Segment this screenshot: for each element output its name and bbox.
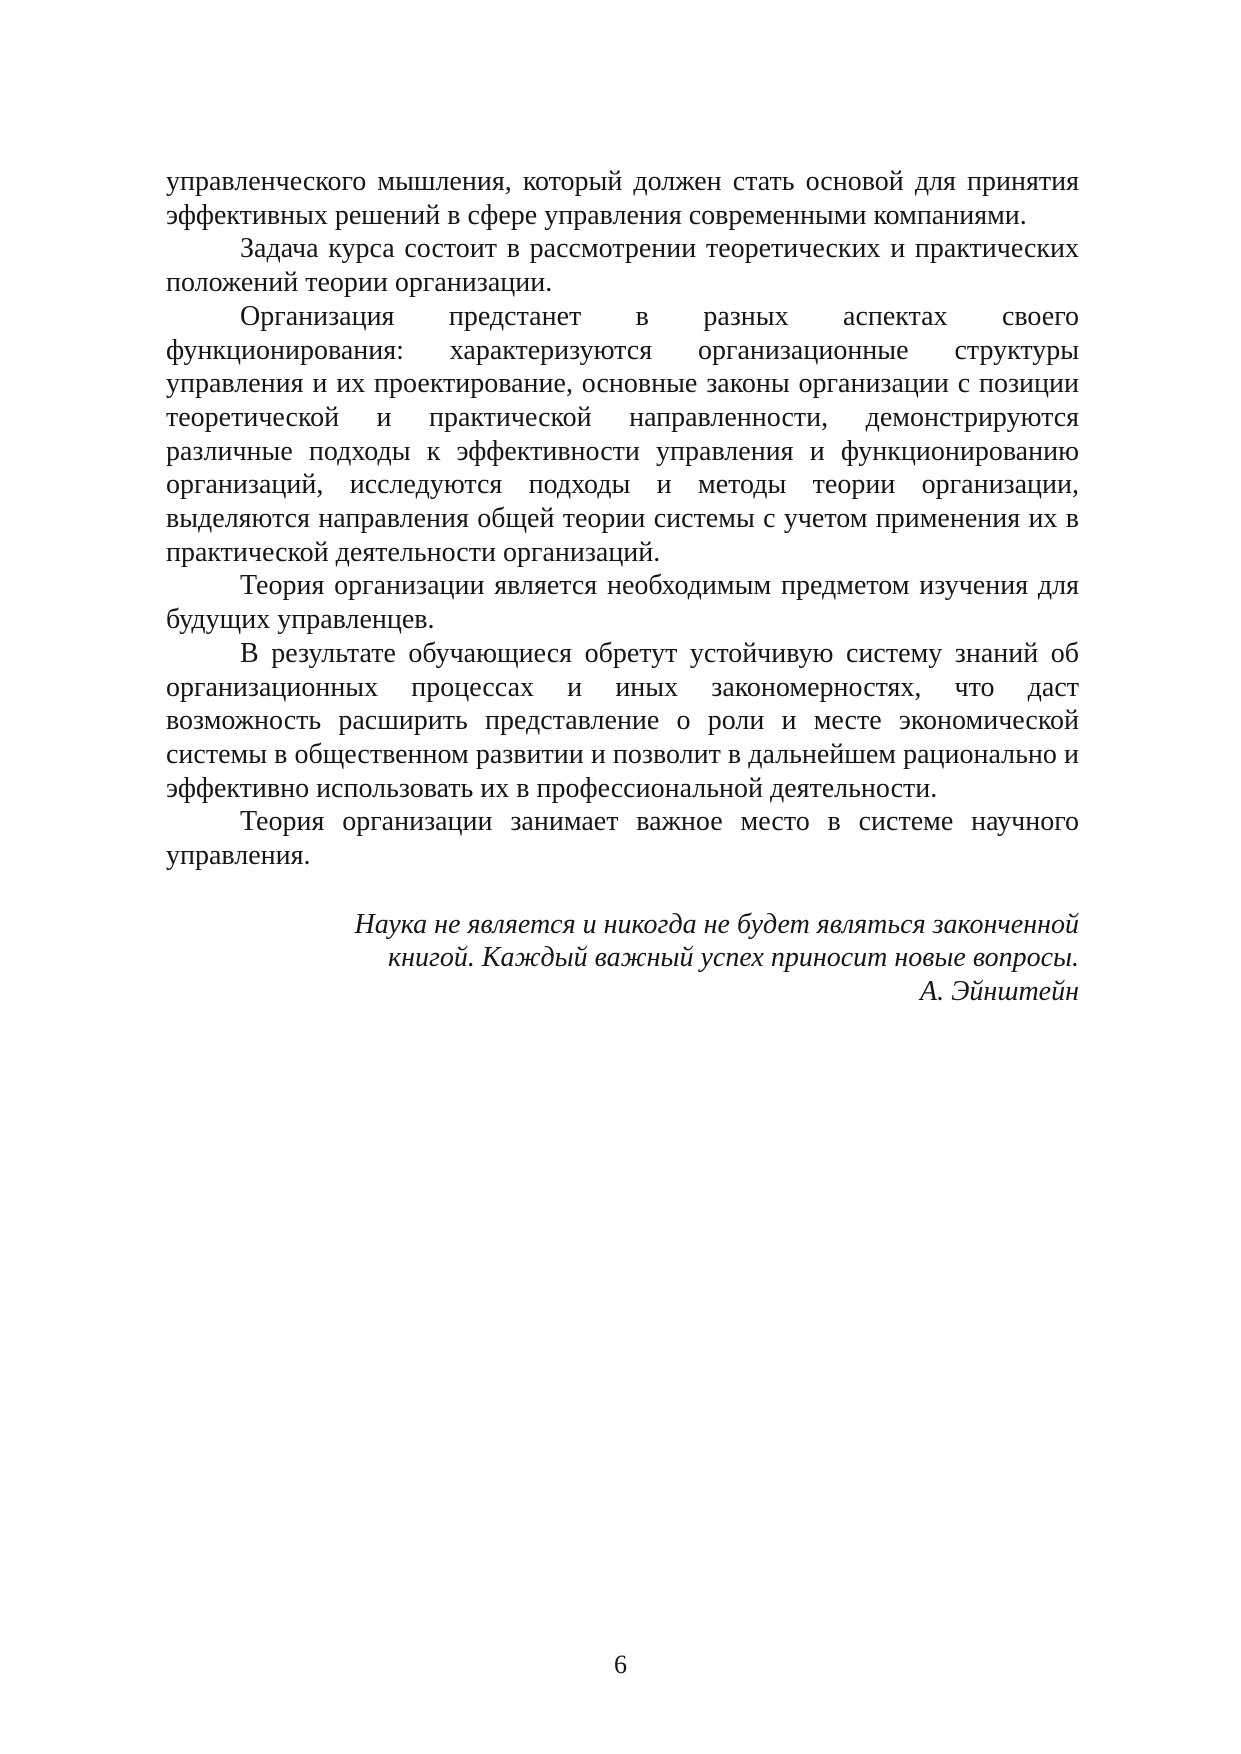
- paragraph-continuation: управленческого мышления, который должен стать основой для принятия эффективных решений в сфере управления современными компаниями.: [166, 166, 1079, 231]
- page-body: [166, 165, 1079, 1009]
- paragraph-organization-aspects: Организация предстанет в разных аспектах своего функционирования: характеризуются организационные структуры управления и их проектирование, основные законы организации с позиции теоретической и практической направленности, демонстрируются различные подходы к эффективности управления и функционированию организаций, исследуются подходы и методы теории организации, выделяются направления общей теории системы с учетом применения их в практической деятельности организаций.: [166, 300, 1079, 568]
- epigraph: [166, 908, 1079, 1009]
- paragraph-scientific-management: Теория организации занимает важное место в системе научного управления.: [166, 806, 1079, 872]
- paragraph-subject-importance: Теория организации является необходимым предметом изучения для будущих управленцев.: [166, 570, 1079, 636]
- epigraph-author: А. Эйнштейн: [919, 976, 1079, 1008]
- paragraph-course-task: Задача курса состоит в рассмотрении теоретических и практических положений теории организации.: [166, 233, 1079, 299]
- paragraph-learning-outcome: В результате обучающиеся обретут устойчивую систему знаний об организационных процессах и иных закономерностях, что даст возможность расширить представление о роли и месте экономической системы в общественном развитии и позволит в дальнейшем рационально и эффективно использовать их в профессиональной деятельности.: [166, 637, 1079, 804]
- epigraph-line-2: книгой. Каждый важный успех приносит новые вопросы.: [387, 942, 1079, 974]
- epigraph-line-1: Наука не является и никогда не будет являться законченной: [354, 908, 1079, 940]
- page-number: 6: [614, 1650, 627, 1679]
